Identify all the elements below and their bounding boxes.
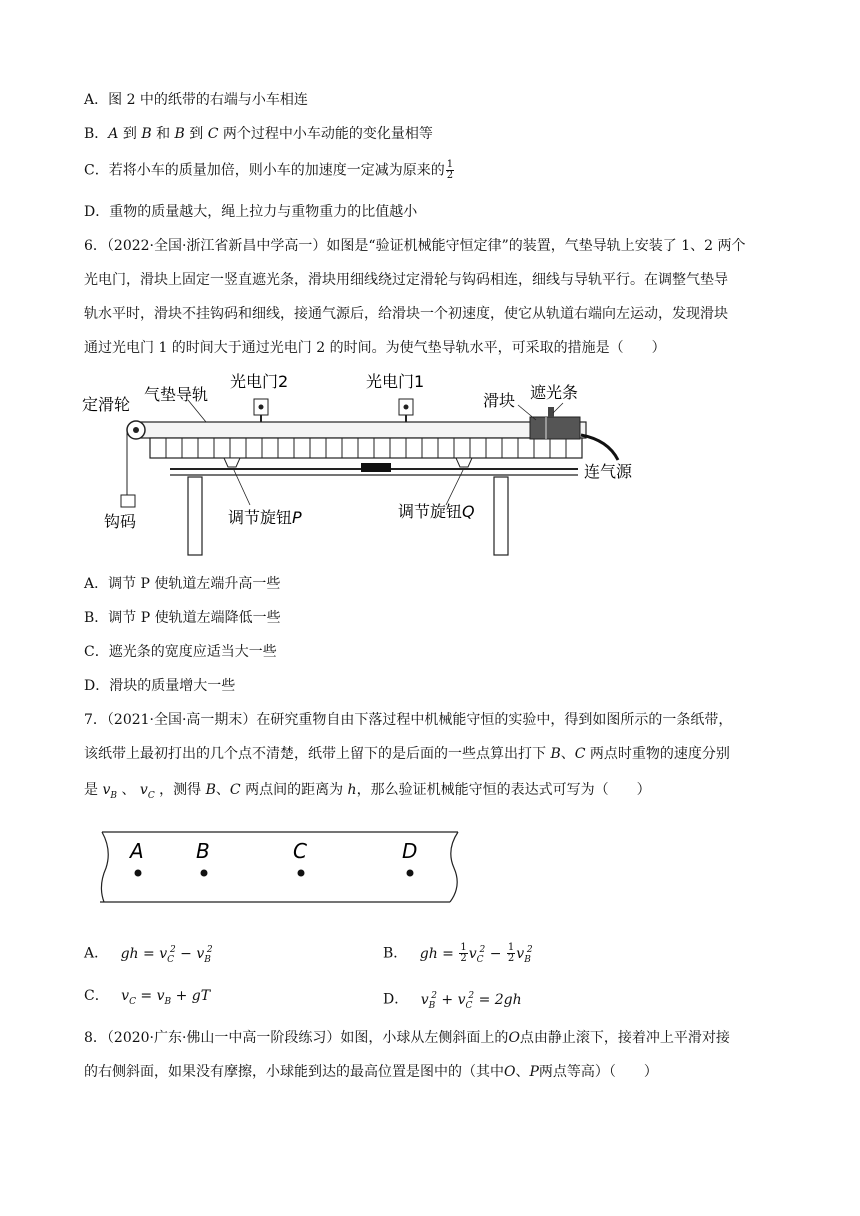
tape-dot <box>135 870 142 877</box>
var-p: P <box>529 1064 539 1080</box>
air-track-figure <box>78 365 648 565</box>
q6-stem-line4: 通过光电门 1 的时间大于通过光电门 2 的时间。为使气垫导轨水平，可采取的措施是（ ） <box>84 340 666 356</box>
tape-dot <box>407 870 414 877</box>
text-seg: 、 <box>117 782 140 798</box>
q7-option-a-formula: gh = $v_C^2 - v_B^2$ <box>120 945 213 965</box>
q7-option-b-label: B． <box>383 945 408 962</box>
label-weight: 钩码 <box>104 512 137 531</box>
q6-option-d: D．滑块的质量增大一些 <box>84 678 236 694</box>
q7-stem-line3 <box>84 780 651 806</box>
q7-stem-line1: 7．（2021·全国·高一期末）在研究重物自由下落过程中机械能守恒的实验中，得到如图所示的一条纸带， <box>84 712 733 728</box>
tape-dot <box>201 870 208 877</box>
label-gate2: 光电门2 <box>230 372 289 391</box>
math-vb: $v_B$ <box>102 782 117 801</box>
text-seg: 到 <box>184 126 208 142</box>
text-seg: 和 <box>151 126 175 142</box>
q5-option-d <box>84 202 417 222</box>
var-c: C <box>574 746 586 762</box>
tape-point-label: B <box>196 839 210 863</box>
tape-dot <box>298 870 305 877</box>
text-seg: 8．（2020·广东·佛山一中高一阶段练习）如图，小球从左侧斜面上的 <box>84 1030 509 1046</box>
q5-option-b-label: B． <box>84 126 109 142</box>
label-knob-p: 调节旋钮P <box>228 508 302 527</box>
q5-option-c-label: C． <box>84 162 109 179</box>
q7-option-d <box>383 986 522 1015</box>
q5-option-c <box>84 160 455 181</box>
q7-option-c <box>84 986 210 1012</box>
text-seg: 、 <box>215 782 230 798</box>
var-b: B <box>141 126 152 142</box>
q5-option-d-label: D． <box>84 204 110 220</box>
q7-option-b-formula: gh = $\frac{1}{2}$ $v_C^2$ − $\frac{1}{2}$ $v_B^2$ <box>419 942 533 965</box>
q7-option-c-label: C． <box>84 988 109 1004</box>
text-seg: 、 <box>560 746 575 762</box>
q5-option-a-text: 图 2 中的纸带的右端与小车相连 <box>108 92 308 108</box>
fraction-denominator: 2 <box>446 170 454 181</box>
text-seg: 两个过程中小车动能的变化量相等 <box>218 126 433 142</box>
math-vc: $v_C$ <box>139 782 155 801</box>
q8-stem-line1 <box>84 1028 730 1048</box>
var-h: h <box>347 782 357 798</box>
label-knob-q: 调节旋钮Q <box>398 502 475 521</box>
var-c: C <box>207 126 219 142</box>
q7-option-d-label: D． <box>383 991 409 1008</box>
q7-stem-line2 <box>84 744 730 764</box>
var-c: C <box>229 782 241 798</box>
text-seg: 是 <box>84 782 103 798</box>
paper-tape-figure <box>96 828 466 908</box>
q8-stem-line2 <box>84 1062 658 1082</box>
label-slider: 滑块 <box>483 391 516 410</box>
text-seg: 到 <box>118 126 142 142</box>
q6-stem-line3: 轨水平时，滑块不挂钩码和细线，接通气源后，给滑块一个初速度，使它从轨道右端向左运动，发现滑块 <box>84 306 728 322</box>
q6-option-c: C．遮光条的宽度应适当大一些 <box>84 644 277 660</box>
label-air: 连气源 <box>584 462 633 481</box>
q7-option-c-formula: $v_C = v_B$ + gT <box>121 988 211 1007</box>
label-shade: 遮光条 <box>530 383 579 402</box>
text-seg: 、 <box>515 1064 530 1080</box>
text-seg: 点由静止滚下，接着冲上平滑对接 <box>519 1030 730 1046</box>
tape-point-label: C <box>293 839 307 863</box>
q7-option-d-formula: $v_B^2 + v_C^2 = 2gh$ <box>420 991 522 1011</box>
q6-stem-line2: 光电门，滑块上固定一竖直遮光条，滑块用细线绕过定滑轮与钩码相连，细线与导轨平行。在调整气垫导 <box>84 272 728 288</box>
label-gate1: 光电门1 <box>366 372 425 391</box>
q5-option-c-text: 若将小车的质量加倍，则小车的加速度一定减为原来的 <box>108 162 445 179</box>
text-seg: 两点等高）（ ） <box>538 1064 658 1080</box>
text-seg: 两点时重物的速度分别 <box>585 746 730 762</box>
tape-point-label: A <box>130 839 144 863</box>
var-b: B <box>174 126 185 142</box>
var-b: B <box>550 746 561 762</box>
q5-option-a-label: A． <box>84 92 109 108</box>
text-seg: 该纸带上最初打出的几个点不清楚，纸带上留下的是后面的一些点算出打下 <box>84 746 551 762</box>
var-o: O <box>508 1030 520 1046</box>
text-seg: 两点间的距离为 <box>240 782 348 798</box>
var-b: B <box>205 782 216 798</box>
fraction-half <box>446 160 454 181</box>
q6-option-a: A．调节 P 使轨道左端升高一些 <box>84 576 281 592</box>
var-a: A <box>108 126 119 142</box>
label-pulley: 定滑轮 <box>82 395 131 414</box>
q5-option-a <box>84 90 308 110</box>
text-seg: ，测得 <box>154 782 206 798</box>
label-rail: 气垫导轨 <box>144 385 209 404</box>
q7-option-b <box>383 940 533 969</box>
text-seg: ，那么验证机械能守恒的表达式可写为（ ） <box>356 782 651 798</box>
fraction-numerator: 1 <box>446 159 454 170</box>
q5-option-d-text: 重物的质量越大，绳上拉力与重物重力的比值越小 <box>109 204 418 220</box>
q6-option-b: B．调节 P 使轨道左端降低一些 <box>84 610 281 626</box>
q7-option-a <box>84 940 213 969</box>
text-seg: 的右侧斜面，如果没有摩擦，小球能到达的最高位置是图中的（其中 <box>84 1064 504 1080</box>
tape-point-label: D <box>402 839 418 863</box>
var-o: O <box>504 1064 516 1080</box>
q5-option-b <box>84 124 433 144</box>
q7-option-a-label: A． <box>84 945 109 962</box>
q6-stem-line1: 6．（2022·全国·浙江省新昌中学高一）如图是“验证机械能守恒定律”的装置，气垫导轨上安装了 1、2 两个 <box>84 238 746 254</box>
